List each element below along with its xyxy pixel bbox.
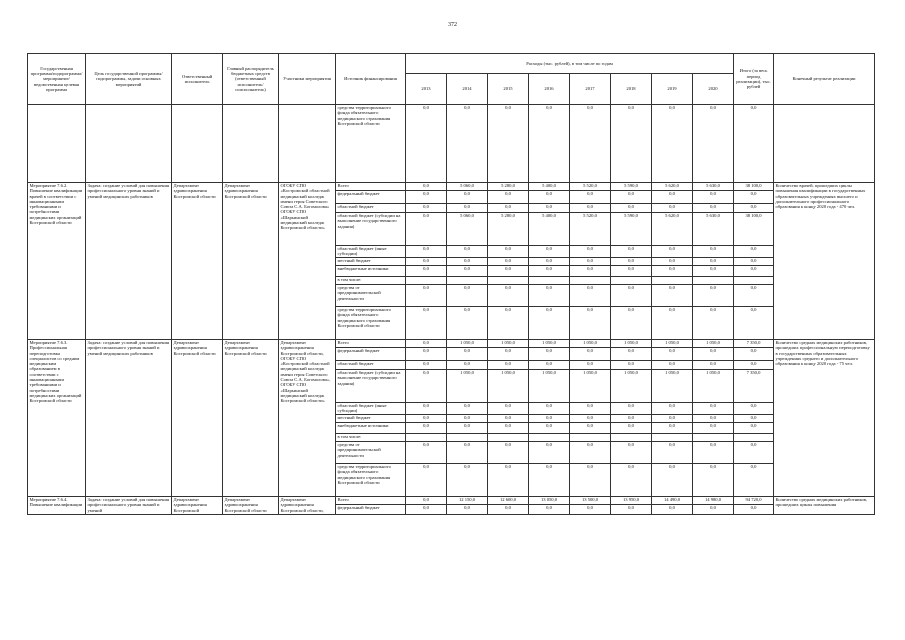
value-cell: 0,0: [652, 464, 693, 497]
value-cell: 0,0: [406, 340, 447, 348]
value-cell: 0,0: [529, 348, 570, 361]
header-year: 2016: [529, 74, 570, 105]
source-cell: средства территориального фонда обязательного медицинского страхования Костромской области: [336, 105, 406, 183]
value-cell: 0,0: [447, 246, 488, 258]
source-cell: средства от предпринимательской деятельности: [336, 442, 406, 464]
source-cell: областной бюджет (субсидии на выполнение государственного задания): [336, 370, 406, 403]
value-cell: 0,0: [652, 246, 693, 258]
value-cell: 5 620,0: [652, 183, 693, 191]
value-cell: 0,0: [406, 442, 447, 464]
value-cell: 7 350,0: [734, 370, 774, 403]
value-cell: 0,0: [611, 361, 652, 370]
value-cell: 5 060,0: [447, 183, 488, 191]
value-cell: 0,0: [447, 505, 488, 515]
value-cell: [693, 434, 734, 442]
value-cell: [447, 434, 488, 442]
value-cell: 0,0: [611, 505, 652, 515]
value-cell: 1 050,0: [488, 340, 529, 348]
source-cell: средства от предпринимательской деятельности: [336, 285, 406, 307]
value-cell: 0,0: [406, 213, 447, 246]
source-cell: местный бюджет: [336, 415, 406, 423]
value-cell: 0,0: [488, 246, 529, 258]
value-cell: [570, 277, 611, 285]
value-cell: [734, 277, 774, 285]
value-cell: [693, 277, 734, 285]
manager-cell: Департамент здравоохранения Костромской области: [223, 183, 279, 340]
value-cell: 0,0: [611, 423, 652, 434]
manager-cell: Департамент здравоохранения Костромской области: [223, 497, 279, 515]
value-cell: 0,0: [652, 348, 693, 361]
value-cell: 5 520,0: [570, 183, 611, 191]
value-cell: 0,0: [734, 285, 774, 307]
value-cell: 0,0: [611, 415, 652, 423]
value-cell: 0,0: [693, 307, 734, 340]
participants-cell: Департамент здравоохранения Костромской области, ОГОБУ СПО «Костромской областной медицинский колледж имени героя Советского Союза С.А. Богомолова», ОГОБУ СПО «Шарьинский медицинский колледж Костромской области»: [279, 340, 336, 497]
value-cell: 0,0: [406, 497, 447, 505]
value-cell: 0,0: [570, 307, 611, 340]
value-cell: [611, 434, 652, 442]
value-cell: 1 050,0: [611, 340, 652, 348]
value-cell: 0,0: [406, 285, 447, 307]
source-cell: областной бюджет (иные субсидии): [336, 246, 406, 258]
value-cell: 0,0: [529, 423, 570, 434]
value-cell: 0,0: [693, 464, 734, 497]
value-cell: 0,0: [652, 105, 693, 183]
table-row: [28, 340, 875, 348]
value-cell: 0,0: [488, 361, 529, 370]
value-cell: 1 050,0: [529, 370, 570, 403]
value-cell: 0,0: [570, 423, 611, 434]
value-cell: 0,0: [406, 266, 447, 277]
value-cell: 38 100,0: [734, 213, 774, 246]
value-cell: 5 630,0: [693, 183, 734, 191]
header-year: 2014: [447, 74, 488, 105]
table-row: [28, 183, 875, 191]
source-cell: местный бюджет: [336, 258, 406, 266]
program-cell: Мероприятие 7.6.4. Повышение квалификации: [28, 497, 86, 515]
value-cell: 0,0: [447, 285, 488, 307]
value-cell: 0,0: [447, 348, 488, 361]
value-cell: [570, 434, 611, 442]
value-cell: [447, 277, 488, 285]
value-cell: 5 400,0: [529, 213, 570, 246]
header-expenses: Расходы (тыс. рублей), в том числе по годам: [406, 54, 734, 74]
value-cell: 5 520,0: [570, 213, 611, 246]
value-cell: 0,0: [734, 442, 774, 464]
value-cell: 0,0: [652, 361, 693, 370]
value-cell: 0,0: [570, 258, 611, 266]
value-cell: 0,0: [570, 204, 611, 213]
value-cell: 0,0: [488, 505, 529, 515]
value-cell: 0,0: [693, 191, 734, 204]
source-cell: областной бюджет (иные субсидии): [336, 403, 406, 415]
value-cell: 5 620,0: [652, 213, 693, 246]
value-cell: 0,0: [652, 403, 693, 415]
value-cell: 0,0: [734, 307, 774, 340]
value-cell: 5 590,0: [611, 213, 652, 246]
value-cell: 14 980,0: [693, 497, 734, 505]
source-cell: федеральный бюджет: [336, 505, 406, 515]
value-cell: 0,0: [529, 105, 570, 183]
header-total: Итого (за весь период реализации), тыс. рублей: [734, 54, 774, 105]
value-cell: 0,0: [693, 105, 734, 183]
value-cell: 0,0: [734, 464, 774, 497]
value-cell: 0,0: [693, 403, 734, 415]
value-cell: 0,0: [406, 403, 447, 415]
result-cell: Количество средних медицинских работников, прошедших циклы повышения: [774, 497, 875, 515]
value-cell: 5 280,0: [488, 213, 529, 246]
source-cell: Всего: [336, 340, 406, 348]
value-cell: 12 150,0: [447, 497, 488, 505]
value-cell: 0,0: [447, 403, 488, 415]
page-number: 372: [448, 22, 457, 28]
header-participants: Участники мероприятия: [279, 54, 336, 105]
value-cell: 0,0: [488, 105, 529, 183]
value-cell: 0,0: [570, 348, 611, 361]
value-cell: [611, 277, 652, 285]
value-cell: 1 050,0: [611, 370, 652, 403]
value-cell: 0,0: [652, 307, 693, 340]
value-cell: 0,0: [734, 266, 774, 277]
value-cell: [406, 277, 447, 285]
value-cell: 0,0: [447, 361, 488, 370]
value-cell: 0,0: [406, 307, 447, 340]
header-year: 2017: [570, 74, 611, 105]
value-cell: 0,0: [611, 258, 652, 266]
value-cell: 0,0: [406, 464, 447, 497]
value-cell: 0,0: [611, 246, 652, 258]
table-row: [28, 497, 875, 505]
value-cell: 0,0: [529, 505, 570, 515]
value-cell: 0,0: [734, 361, 774, 370]
value-cell: 13 950,0: [611, 497, 652, 505]
value-cell: 1 050,0: [652, 370, 693, 403]
financing-table: [27, 53, 875, 515]
value-cell: 0,0: [406, 105, 447, 183]
value-cell: 0,0: [734, 505, 774, 515]
source-cell: в том числе:: [336, 434, 406, 442]
value-cell: 1 050,0: [693, 370, 734, 403]
value-cell: 13 500,0: [570, 497, 611, 505]
value-cell: 1 050,0: [488, 370, 529, 403]
source-cell: Всего: [336, 183, 406, 191]
value-cell: 0,0: [652, 204, 693, 213]
program-cell: Мероприятие 7.6.2. Повышение квалификации врачей в соответствии с инновационными требованиями и потребностями медицинских организаций Костромской области: [28, 183, 86, 340]
value-cell: 0,0: [488, 285, 529, 307]
value-cell: 0,0: [406, 415, 447, 423]
value-cell: 0,0: [652, 442, 693, 464]
value-cell: 0,0: [611, 105, 652, 183]
value-cell: 0,0: [611, 442, 652, 464]
value-cell: 0,0: [529, 307, 570, 340]
value-cell: 0,0: [693, 505, 734, 515]
source-cell: внебюджетные источники: [336, 266, 406, 277]
value-cell: 0,0: [570, 246, 611, 258]
source-cell: областной бюджет: [336, 204, 406, 213]
header-source: Источник финансирования: [336, 54, 406, 105]
value-cell: 0,0: [529, 361, 570, 370]
value-cell: 38 100,0: [734, 183, 774, 191]
value-cell: 0,0: [570, 105, 611, 183]
responsible-cell: Департамент здравоохранения Костромской: [172, 497, 223, 515]
value-cell: 0,0: [611, 191, 652, 204]
value-cell: 0,0: [693, 415, 734, 423]
value-cell: 0,0: [488, 258, 529, 266]
value-cell: 0,0: [611, 348, 652, 361]
value-cell: 7 350,0: [734, 340, 774, 348]
value-cell: 0,0: [447, 423, 488, 434]
header-goal: Цель государственной программы/подпрограммы, задачи основных мероприятий: [86, 54, 172, 105]
value-cell: 0,0: [611, 285, 652, 307]
value-cell: [529, 434, 570, 442]
value-cell: [488, 434, 529, 442]
value-cell: [652, 434, 693, 442]
source-cell: внебюджетные источники: [336, 423, 406, 434]
value-cell: 0,0: [693, 266, 734, 277]
value-cell: 0,0: [447, 266, 488, 277]
value-cell: 0,0: [652, 285, 693, 307]
value-cell: 94 720,0: [734, 497, 774, 505]
value-cell: 0,0: [693, 285, 734, 307]
header-year: 2019: [652, 74, 693, 105]
value-cell: 0,0: [488, 204, 529, 213]
value-cell: 0,0: [652, 415, 693, 423]
value-cell: 0,0: [734, 191, 774, 204]
value-cell: 0,0: [406, 361, 447, 370]
value-cell: 0,0: [406, 348, 447, 361]
value-cell: 0,0: [447, 105, 488, 183]
value-cell: 0,0: [447, 191, 488, 204]
value-cell: 1 050,0: [652, 340, 693, 348]
header-year: 2015: [488, 74, 529, 105]
value-cell: 0,0: [488, 423, 529, 434]
value-cell: 0,0: [652, 505, 693, 515]
value-cell: 0,0: [447, 307, 488, 340]
header-responsible: Ответственный исполнитель: [172, 54, 223, 105]
value-cell: 5 280,0: [488, 183, 529, 191]
value-cell: 1 050,0: [447, 370, 488, 403]
manager-cell: Департамент здравоохранения Костромской области: [223, 340, 279, 497]
value-cell: 0,0: [734, 403, 774, 415]
value-cell: 0,0: [488, 266, 529, 277]
result-cell: Количество врачей, прошедших циклы повышения квалификации в государственных образовательных учреждениях высшего и дополнительного профессионального образования к концу 2020 года - 470 чел.: [774, 183, 875, 340]
value-cell: 0,0: [570, 415, 611, 423]
value-cell: 0,0: [488, 307, 529, 340]
source-cell: в том числе:: [336, 277, 406, 285]
header-year: 2013: [406, 74, 447, 105]
value-cell: 0,0: [406, 204, 447, 213]
value-cell: 0,0: [734, 204, 774, 213]
value-cell: 0,0: [652, 266, 693, 277]
header-result: Конечный результат реализации: [774, 54, 875, 105]
value-cell: 1 050,0: [447, 340, 488, 348]
value-cell: 1 050,0: [693, 340, 734, 348]
source-cell: Всего: [336, 497, 406, 505]
value-cell: 0,0: [488, 403, 529, 415]
header-year: 2020: [693, 74, 734, 105]
value-cell: 0,0: [693, 204, 734, 213]
goal-cell: Задача: создание условий для повышения профессионального уровня знаний и умений медицинских работников: [86, 183, 172, 340]
value-cell: 0,0: [529, 258, 570, 266]
value-cell: [406, 434, 447, 442]
value-cell: 0,0: [447, 204, 488, 213]
value-cell: 0,0: [611, 403, 652, 415]
participants-cell: Департамент здравоохранения Костромской области,: [279, 497, 336, 515]
value-cell: 0,0: [611, 204, 652, 213]
value-cell: 0,0: [488, 348, 529, 361]
value-cell: 5 590,0: [611, 183, 652, 191]
source-cell: федеральный бюджет: [336, 191, 406, 204]
value-cell: 1 050,0: [570, 370, 611, 403]
value-cell: 0,0: [693, 423, 734, 434]
responsible-cell: Департамент здравоохранения Костромской области: [172, 340, 223, 497]
header-year: 2018: [611, 74, 652, 105]
value-cell: 0,0: [447, 442, 488, 464]
value-cell: [529, 277, 570, 285]
value-cell: 0,0: [570, 191, 611, 204]
value-cell: 0,0: [529, 442, 570, 464]
goal-cell: Задача: создание условий для повышения профессионального уровня знаний и умений медицинских работников: [86, 340, 172, 497]
value-cell: 1 050,0: [570, 340, 611, 348]
participants-cell: ОГОБУ СПО «Костромской областной медицинский колледж имени героя Советского Союза С.А. Богомолова» ОГОБУ СПО «Шарьинский медицинский колледж Костромской области»: [279, 183, 336, 340]
value-cell: 12 600,0: [488, 497, 529, 505]
value-cell: 0,0: [652, 423, 693, 434]
source-cell: средства территориального фонда обязательного медицинского страхования Костромской области: [336, 464, 406, 497]
value-cell: 0,0: [734, 423, 774, 434]
source-cell: областной бюджет: [336, 361, 406, 370]
value-cell: 5 630,0: [693, 213, 734, 246]
source-cell: федеральный бюджет: [336, 348, 406, 361]
value-cell: 0,0: [570, 505, 611, 515]
header-program: Государственная программа/подпрограмма/ мероприятие/ ведомственная целевая программа: [28, 54, 86, 105]
value-cell: 0,0: [570, 442, 611, 464]
value-cell: 0,0: [734, 415, 774, 423]
value-cell: 0,0: [734, 105, 774, 183]
value-cell: 0,0: [734, 348, 774, 361]
value-cell: 0,0: [734, 258, 774, 266]
value-cell: 0,0: [570, 266, 611, 277]
value-cell: 0,0: [693, 348, 734, 361]
value-cell: [652, 277, 693, 285]
value-cell: [488, 277, 529, 285]
value-cell: 0,0: [529, 204, 570, 213]
value-cell: 13 050,0: [529, 497, 570, 505]
value-cell: 0,0: [570, 361, 611, 370]
value-cell: 0,0: [529, 285, 570, 307]
value-cell: 0,0: [611, 464, 652, 497]
value-cell: 0,0: [693, 361, 734, 370]
value-cell: 0,0: [611, 307, 652, 340]
value-cell: 14 490,0: [652, 497, 693, 505]
value-cell: 0,0: [570, 464, 611, 497]
value-cell: 0,0: [693, 442, 734, 464]
value-cell: 0,0: [570, 285, 611, 307]
value-cell: 1 050,0: [529, 340, 570, 348]
value-cell: 0,0: [570, 403, 611, 415]
value-cell: 0,0: [488, 442, 529, 464]
value-cell: 0,0: [611, 266, 652, 277]
value-cell: 0,0: [529, 266, 570, 277]
goal-cell: Задача: создание условий для повышения профессионального уровня знаний и умений: [86, 497, 172, 515]
value-cell: [734, 434, 774, 442]
value-cell: 0,0: [406, 505, 447, 515]
value-cell: 0,0: [406, 191, 447, 204]
value-cell: 0,0: [529, 403, 570, 415]
value-cell: 0,0: [406, 370, 447, 403]
value-cell: 0,0: [488, 191, 529, 204]
value-cell: 0,0: [529, 464, 570, 497]
result-cell: Количество средних медицинских работников, прошедших профессиональную переподготовку в государственных образовательных учреждениях среднего и дополнительного образования к концу 2020 года - 75 чел.: [774, 340, 875, 497]
header-manager: Главный распорядитель бюджетных средств (ответственный исполнитель/ соисполнитель): [223, 54, 279, 105]
value-cell: 0,0: [406, 423, 447, 434]
value-cell: 0,0: [406, 258, 447, 266]
source-cell: областной бюджет (субсидии на выполнение государственного задания): [336, 213, 406, 246]
value-cell: 0,0: [488, 415, 529, 423]
table-header: [28, 54, 875, 105]
value-cell: 0,0: [693, 258, 734, 266]
value-cell: 5 060,0: [447, 213, 488, 246]
value-cell: 0,0: [488, 464, 529, 497]
value-cell: 0,0: [652, 191, 693, 204]
value-cell: 5 400,0: [529, 183, 570, 191]
value-cell: 0,0: [447, 258, 488, 266]
value-cell: 0,0: [447, 415, 488, 423]
value-cell: 0,0: [529, 415, 570, 423]
carry-over-row: [28, 105, 875, 183]
program-cell: Мероприятие 7.6.3. Профессиональная переподготовка специалистов со средним медицинским образованием в соответствии с инновационными требованиями и потребностями медицинских организаций Костромской области: [28, 340, 86, 497]
value-cell: 0,0: [447, 464, 488, 497]
value-cell: 0,0: [529, 246, 570, 258]
value-cell: 0,0: [734, 246, 774, 258]
value-cell: 0,0: [406, 246, 447, 258]
value-cell: 0,0: [652, 258, 693, 266]
value-cell: 0,0: [529, 191, 570, 204]
source-cell: средства территориального фонда обязательного медицинского страхования Костромской области: [336, 307, 406, 340]
value-cell: 0,0: [693, 246, 734, 258]
value-cell: 0,0: [406, 183, 447, 191]
responsible-cell: Департамент здравоохранения Костромской области: [172, 183, 223, 340]
